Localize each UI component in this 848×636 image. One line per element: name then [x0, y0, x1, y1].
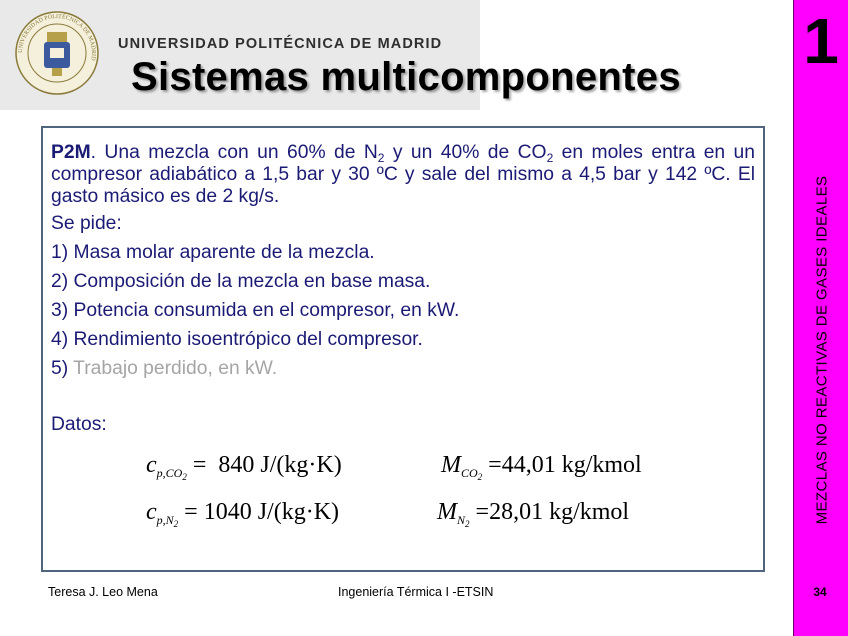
question-item: 3) Potencia consumida en el compresor, en kW. — [51, 300, 460, 321]
m-co2-formula: $M_{CO_2} =44,01$ kg/kmol — [441, 452, 642, 482]
chapter-number: 1 — [803, 5, 839, 77]
svg-text:UNIVERSIDAD POLITÉCNICA DE MAD: UNIVERSIDAD POLITÉCNICA DE MADRID — [17, 13, 97, 61]
page-title: Sistemas multicomponentes — [131, 55, 681, 99]
footer-author: Teresa J. Leo Mena — [48, 585, 158, 599]
m-n2-formula: $M_{N_2} =28,01$ kg/kmol — [437, 499, 630, 529]
subscript-co2: 2 — [546, 151, 554, 165]
question-item: 2) Composición de la mezcla en base masa. — [51, 271, 431, 292]
university-seal-logo — [14, 10, 100, 96]
question-item-5 — [51, 358, 277, 380]
question-number: 5) — [51, 358, 69, 379]
page-number: 34 — [813, 585, 827, 599]
cp-co2-formula: $c_{p,CO_2} = 840$ J/(kg·K) — [146, 452, 342, 482]
statement-text: . Una mezcla con un 60% de N — [90, 142, 378, 163]
chapter-topic-label: MEZCLAS NO REACTIVAS DE GASES IDEALES — [813, 175, 831, 525]
problem-code: P2M — [51, 142, 91, 163]
question-item: 4) Rendimiento isoentrópico del compresor. — [51, 329, 423, 350]
se-pide-label: Se pide: — [51, 213, 122, 234]
statement-text: y un 40% de CO — [384, 142, 547, 163]
cp-n2-formula: $c_{p,N_2} = 1040$ J/(kg·K) — [146, 499, 340, 529]
question-item: 1) Masa molar aparente de la mezcla. — [51, 242, 375, 263]
question-text-dimmed: Trabajo perdido, en kW. — [68, 358, 278, 379]
footer-course: Ingeniería Térmica I -ETSIN — [338, 585, 494, 599]
subscript-n2: 2 — [377, 151, 385, 165]
university-name: UNIVERSIDAD POLITÉCNICA DE MADRID — [118, 36, 443, 52]
problem-statement — [51, 142, 755, 208]
statement-text: en moles entra en un compresor adiabático a 1,5 bar y 30 ºC y sale del mismo a 4,5 bar y 142 ºC. El gasto másico es de 2 kg/s. — [51, 142, 755, 207]
datos-label: Datos: — [51, 414, 107, 435]
